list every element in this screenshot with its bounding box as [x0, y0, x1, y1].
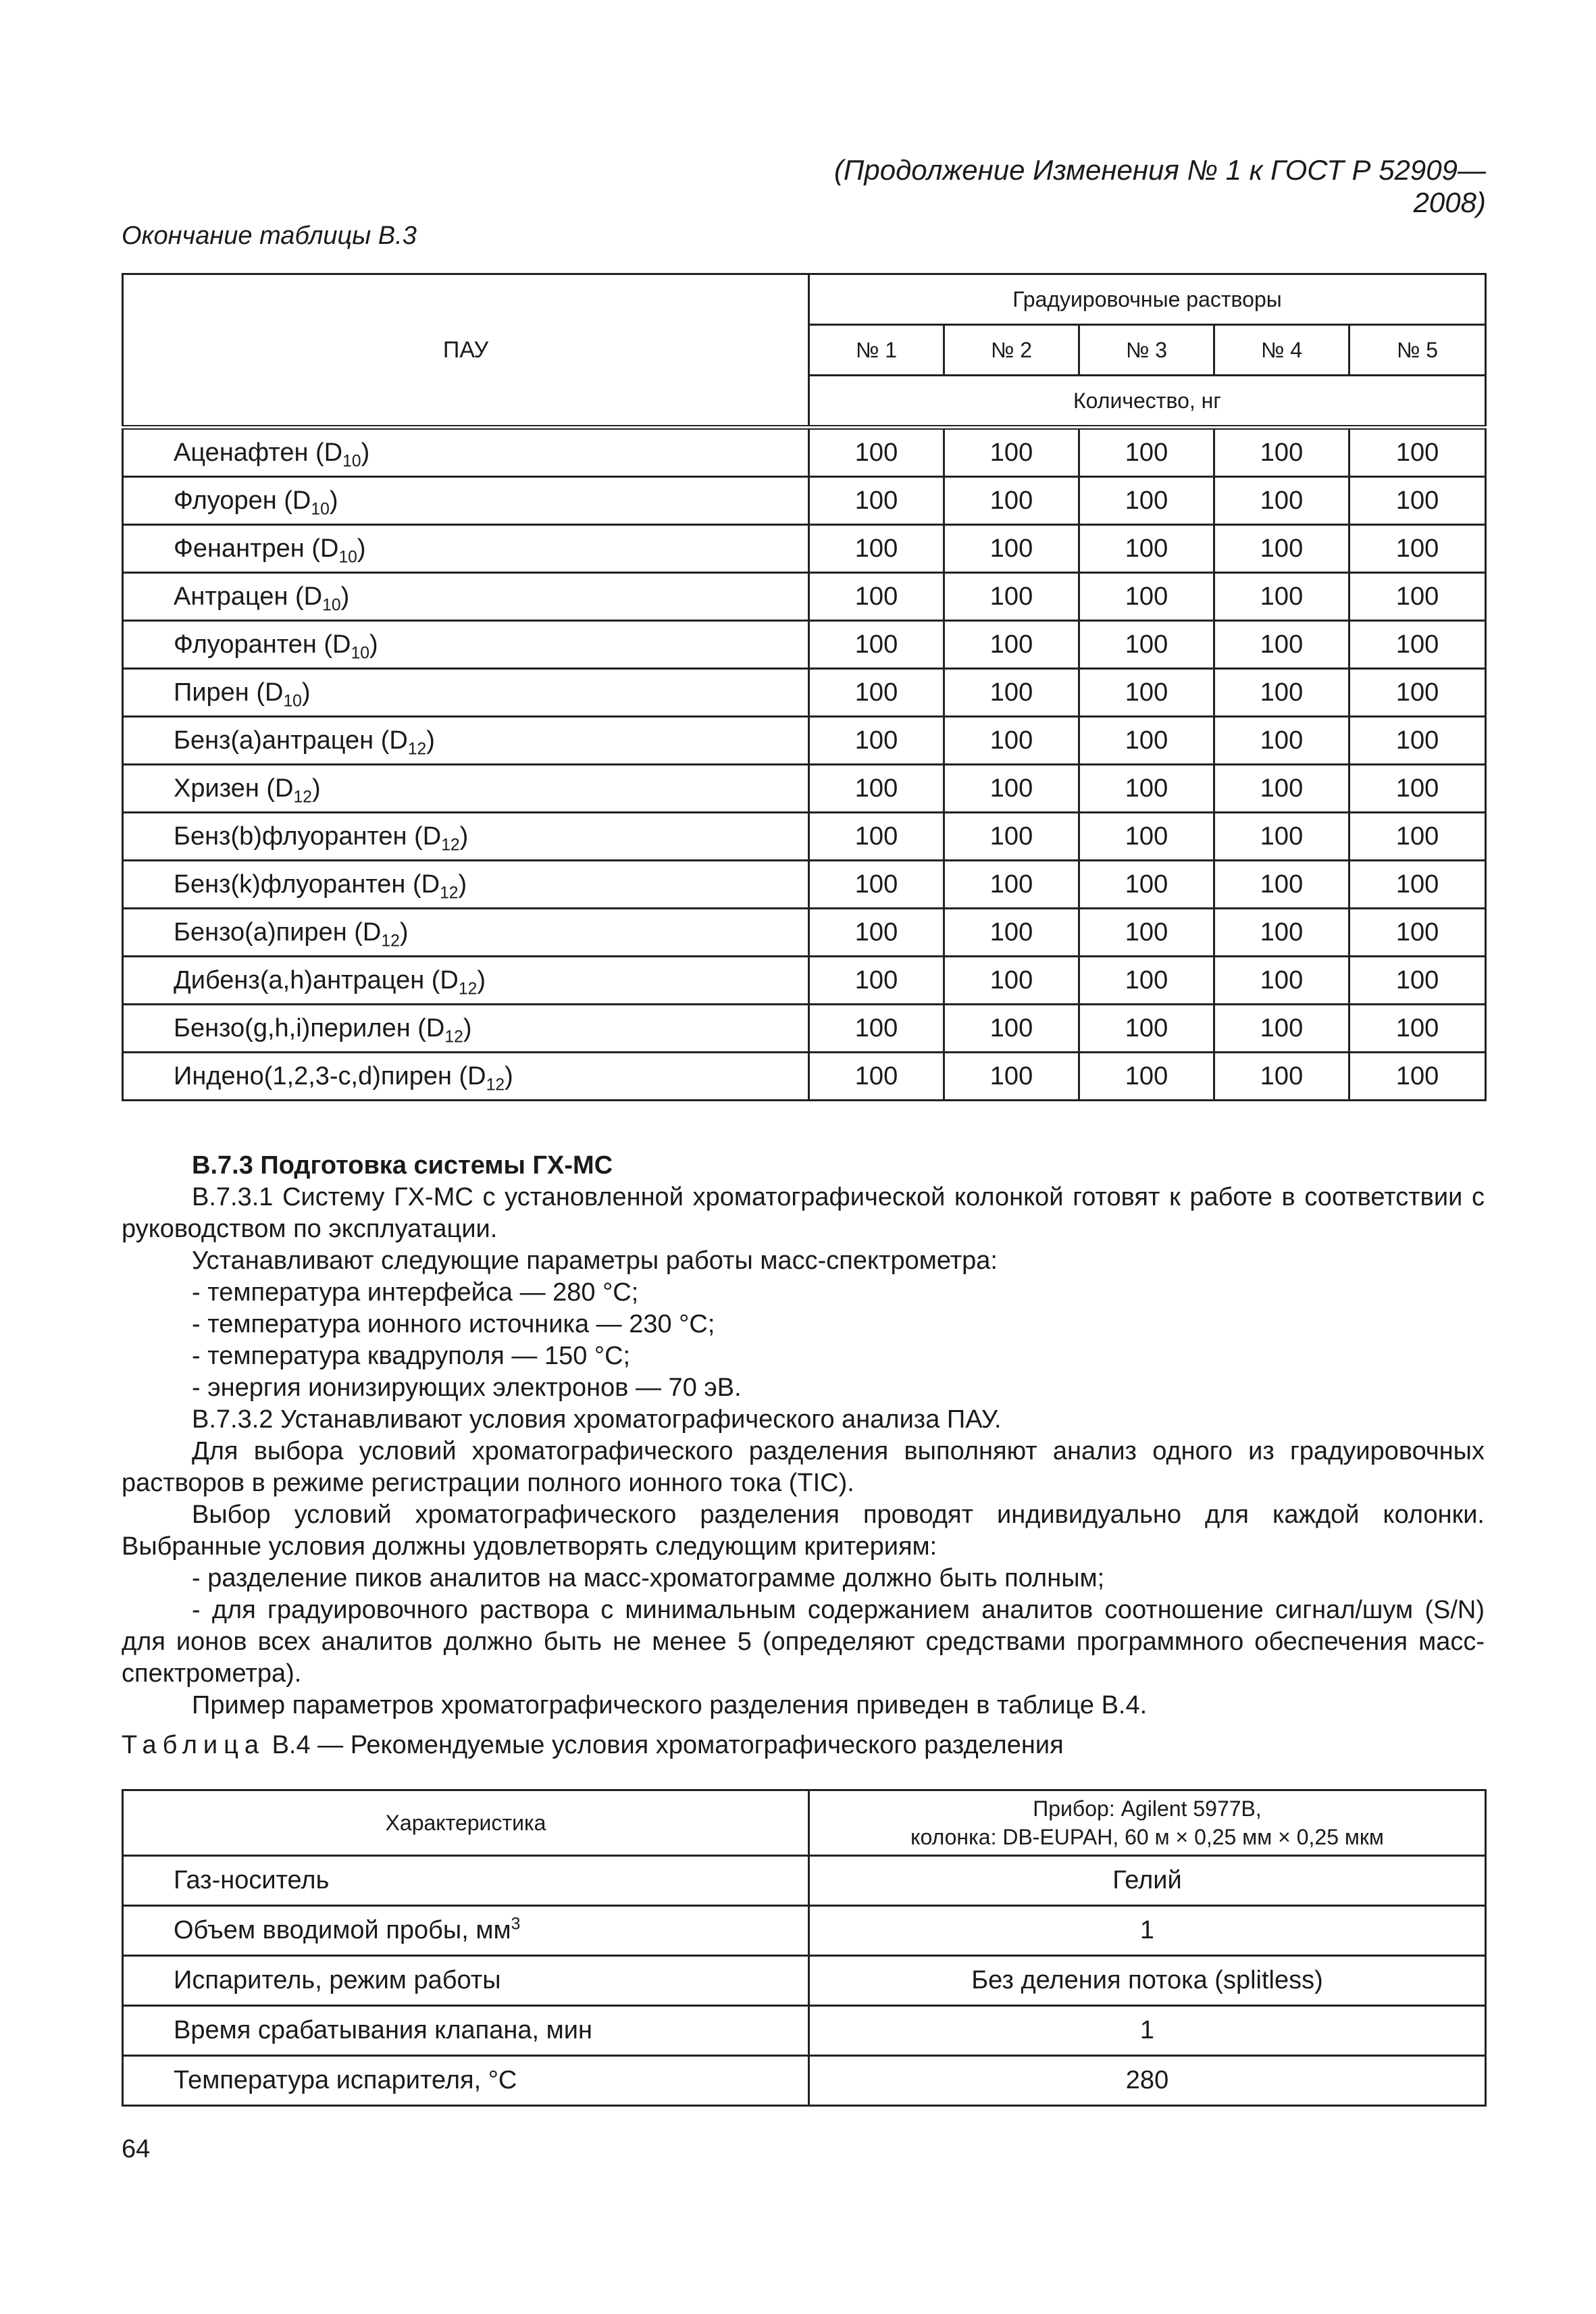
- closing-paren: ): [505, 1061, 513, 1090]
- table-row: [123, 2006, 1486, 2056]
- amount-cell: 100: [1214, 669, 1349, 717]
- amount-cell: 100: [1079, 909, 1214, 957]
- column-header-device: [809, 1790, 1486, 1856]
- compound-name: [123, 573, 809, 621]
- amount-cell: 100: [809, 717, 944, 765]
- compound-label: Бензо(а)пирен (D: [174, 917, 382, 947]
- amount-cell: 100: [1214, 1053, 1349, 1101]
- table-row: [123, 525, 1486, 573]
- table-row: [123, 1906, 1486, 1956]
- amount-cell: 100: [809, 1005, 944, 1053]
- column-header: № 4: [1214, 325, 1349, 376]
- compound-name: [123, 621, 809, 669]
- amount-cell: 100: [809, 1053, 944, 1101]
- amount-cell: 100: [1349, 1005, 1486, 1053]
- column-header: № 5: [1349, 325, 1486, 376]
- compound-label: Индено(1,2,3-c,d)пирен (D: [174, 1061, 486, 1090]
- compound-label: Пирен (D: [174, 678, 284, 707]
- column-header-characteristic: Характеристика: [123, 1790, 809, 1856]
- amount-cell: 100: [809, 525, 944, 573]
- characteristic-cell: [123, 1906, 809, 1956]
- paragraph: - разделение пиков аналитов на масс-хроматограмме должно быть полным;: [192, 1564, 1105, 1592]
- isotope-subscript: 12: [458, 980, 478, 999]
- isotope-subscript: 10: [311, 500, 330, 519]
- isotope-subscript: 12: [444, 1028, 463, 1047]
- amount-cell: 100: [1349, 669, 1486, 717]
- table-b3-subtitle: Окончание таблицы В.3: [122, 222, 417, 250]
- amount-cell: 100: [809, 909, 944, 957]
- amount-cell: 100: [1349, 1053, 1486, 1101]
- amount-cell: 100: [809, 861, 944, 909]
- caption-word: Таблица: [122, 1731, 265, 1759]
- amount-cell: 100: [1079, 861, 1214, 909]
- column-header: № 2: [944, 325, 1079, 376]
- characteristic-label: Объем вводимой пробы, мм: [174, 1916, 511, 1944]
- value-cell: Гелий: [809, 1856, 1486, 1906]
- amount-cell: 100: [944, 525, 1079, 573]
- amount-cell: 100: [944, 717, 1079, 765]
- table-row: [123, 861, 1486, 909]
- compound-label: Бенз(b)флуорантен (D: [174, 822, 442, 851]
- paragraph: - температура квадруполя — 150 °С;: [192, 1342, 631, 1370]
- amount-cell: 100: [1214, 1005, 1349, 1053]
- amount-cell: 100: [809, 477, 944, 525]
- compound-name: [123, 669, 809, 717]
- table-row: [123, 1956, 1486, 2006]
- value-cell: 1: [809, 1906, 1486, 1956]
- amount-cell: 100: [1214, 717, 1349, 765]
- closing-paren: ): [463, 1013, 472, 1042]
- amount-cell: 100: [1079, 1005, 1214, 1053]
- paragraph: - температура интерфейса — 280 °С;: [192, 1278, 639, 1307]
- amount-cell: 100: [1214, 525, 1349, 573]
- amount-cell: 100: [1079, 573, 1214, 621]
- amount-cell: 100: [809, 669, 944, 717]
- compound-name: [123, 861, 809, 909]
- compound-name: [123, 717, 809, 765]
- characteristic-cell: [123, 1856, 809, 1906]
- compound-label: Флуорантен (D: [174, 630, 351, 659]
- closing-paren: ): [357, 534, 366, 563]
- closing-paren: ): [399, 917, 409, 947]
- paragraph: Пример параметров хроматографического разделения приведен в таблице В.4.: [192, 1691, 1148, 1719]
- amount-cell: 100: [1079, 765, 1214, 813]
- paragraph: В.7.3.2 Устанавливают условия хроматографического анализа ПАУ.: [192, 1405, 1002, 1434]
- section-heading: В.7.3 Подготовка системы ГХ-МС: [192, 1151, 613, 1180]
- amount-cell: 100: [1349, 621, 1486, 669]
- compound-name: [123, 957, 809, 1005]
- table-row: [123, 765, 1486, 813]
- compound-label: Аценафтен (D: [174, 438, 343, 467]
- closing-paren: ): [459, 822, 469, 851]
- closing-paren: ): [361, 438, 370, 467]
- table-b4-caption: [122, 1731, 1064, 1760]
- amount-cell: 100: [944, 669, 1079, 717]
- compound-name: [123, 428, 809, 477]
- compound-label: Флуорен (D: [174, 486, 311, 515]
- paragraph: Устанавливают следующие параметры работы масс-спектрометра:: [192, 1247, 998, 1275]
- paragraph: - для градуировочного раствора с минимальным содержанием аналитов соотношение сигнал/шум (S/N) для ионов всех аналитов должно быть не менее 5 (определяют средствами программного обеспечения масс-спектрометра).: [122, 1596, 1485, 1688]
- value-cell: 1: [809, 2006, 1486, 2056]
- closing-paren: ): [426, 726, 435, 755]
- column-header-pau: ПАУ: [123, 274, 809, 428]
- closing-paren: ): [369, 630, 378, 659]
- amount-cell: 100: [944, 428, 1079, 477]
- amount-cell: 100: [1214, 477, 1349, 525]
- compound-label: Фенантрен (D: [174, 534, 339, 563]
- column-header: № 1: [809, 325, 944, 376]
- table-row: [123, 1856, 1486, 1906]
- isotope-subscript: 12: [440, 884, 459, 903]
- compound-name: [123, 813, 809, 861]
- amount-cell: 100: [1079, 621, 1214, 669]
- amount-cell: 100: [809, 813, 944, 861]
- page-header: (Продолжение Изменения № 1 к ГОСТ Р 52909—2008): [833, 154, 1486, 218]
- group-header: Градуировочные растворы: [809, 274, 1486, 325]
- compound-label: Хризен (D: [174, 774, 294, 803]
- isotope-subscript: 10: [338, 548, 357, 567]
- paragraph: В.7.3.1 Систему ГХ-МС с установленной хроматографической колонкой готовят к работе в соответствии с руководством по эксплуатации.: [122, 1183, 1485, 1243]
- amount-cell: 100: [1079, 428, 1214, 477]
- compound-label: Бенз(а)антрацен (D: [174, 726, 408, 755]
- unit-superscript: 3: [511, 1915, 521, 1934]
- amount-cell: 100: [944, 1005, 1079, 1053]
- isotope-subscript: 10: [322, 596, 341, 615]
- compound-name: [123, 765, 809, 813]
- isotope-subscript: 12: [441, 836, 460, 855]
- compound-name: [123, 477, 809, 525]
- amount-cell: 100: [944, 909, 1079, 957]
- amount-cell: 100: [809, 621, 944, 669]
- isotope-subscript: 12: [381, 932, 400, 951]
- paragraph: - энергия ионизирующих электронов — 70 эВ.: [192, 1374, 742, 1402]
- amount-cell: 100: [1349, 428, 1486, 477]
- amount-cell: 100: [1214, 573, 1349, 621]
- compound-name: [123, 1005, 809, 1053]
- table-row: [123, 909, 1486, 957]
- characteristic-cell: [123, 1956, 809, 2006]
- value-cell: 280: [809, 2056, 1486, 2106]
- compound-name: [123, 909, 809, 957]
- amount-cell: 100: [1214, 909, 1349, 957]
- amount-cell: 100: [944, 861, 1079, 909]
- column-header: № 3: [1079, 325, 1214, 376]
- closing-paren: ): [329, 486, 338, 515]
- isotope-subscript: 12: [407, 740, 427, 759]
- characteristic-label: Газ-носитель: [174, 1866, 330, 1894]
- amount-cell: 100: [1079, 717, 1214, 765]
- amount-cell: 100: [1079, 957, 1214, 1005]
- table-b3: [122, 273, 1487, 1101]
- amount-cell: 100: [1349, 957, 1486, 1005]
- caption-text: В.4 — Рекомендуемые условия хроматографического разделения: [272, 1731, 1064, 1759]
- amount-cell: 100: [1214, 621, 1349, 669]
- characteristic-cell: [123, 2006, 809, 2056]
- table-row: [123, 2056, 1486, 2106]
- table-row: [123, 1005, 1486, 1053]
- paragraph: Для выбора условий хроматографического разделения выполняют анализ одного из градуировочных растворов в режиме регистрации полного ионного тока (TIC).: [122, 1437, 1485, 1497]
- amount-cell: 100: [944, 573, 1079, 621]
- amount-cell: 100: [1214, 861, 1349, 909]
- compound-name: [123, 1053, 809, 1101]
- amount-cell: 100: [809, 957, 944, 1005]
- closing-paren: ): [477, 965, 486, 995]
- amount-cell: 100: [944, 1053, 1079, 1101]
- amount-cell: 100: [1214, 957, 1349, 1005]
- closing-paren: ): [301, 678, 311, 707]
- amount-cell: 100: [1349, 573, 1486, 621]
- characteristic-label: Испаритель, режим работы: [174, 1966, 501, 1994]
- table-row: [123, 428, 1486, 477]
- amount-cell: 100: [1349, 525, 1486, 573]
- amount-cell: 100: [1079, 525, 1214, 573]
- amount-cell: 100: [944, 477, 1079, 525]
- amount-cell: 100: [1349, 813, 1486, 861]
- closing-paren: ): [340, 582, 350, 611]
- closing-paren: ): [311, 774, 321, 803]
- amount-cell: 100: [1349, 861, 1486, 909]
- amount-cell: 100: [1214, 813, 1349, 861]
- characteristic-cell: [123, 2056, 809, 2106]
- amount-cell: 100: [1349, 477, 1486, 525]
- table-row: [123, 717, 1486, 765]
- table-row: [123, 573, 1486, 621]
- table-row: [123, 1053, 1486, 1101]
- amount-cell: 100: [1214, 428, 1349, 477]
- amount-cell: 100: [809, 573, 944, 621]
- table-row: [123, 669, 1486, 717]
- isotope-subscript: 10: [283, 692, 302, 711]
- section-b73: [122, 1150, 1485, 1721]
- table-row: [123, 813, 1486, 861]
- amount-cell: 100: [809, 765, 944, 813]
- closing-paren: ): [458, 870, 467, 899]
- amount-cell: 100: [1079, 477, 1214, 525]
- amount-cell: 100: [944, 813, 1079, 861]
- amount-cell: 100: [1079, 669, 1214, 717]
- isotope-subscript: 12: [293, 788, 312, 807]
- amount-cell: 100: [944, 957, 1079, 1005]
- amount-cell: 100: [809, 428, 944, 477]
- device-line-2: колонка: DB-EUPAH, 60 м × 0,25 мм × 0,25 мкм: [910, 1825, 1384, 1849]
- characteristic-label: Температура испарителя, °С: [174, 2066, 517, 2094]
- compound-label: Бенз(k)флуорантен (D: [174, 870, 440, 899]
- compound-label: Бензо(g,h,i)перилен (D: [174, 1013, 445, 1042]
- isotope-subscript: 10: [342, 452, 361, 471]
- isotope-subscript: 12: [486, 1076, 505, 1095]
- amount-cell: 100: [944, 765, 1079, 813]
- amount-cell: 100: [1214, 765, 1349, 813]
- amount-cell: 100: [1349, 717, 1486, 765]
- compound-label: Антрацен (D: [174, 582, 323, 611]
- compound-name: [123, 525, 809, 573]
- characteristic-label: Время срабатывания клапана, мин: [174, 2016, 592, 2044]
- amount-cell: 100: [1079, 1053, 1214, 1101]
- amount-cell: 100: [1079, 813, 1214, 861]
- paragraph: - температура ионного источника — 230 °С;: [192, 1310, 715, 1338]
- paragraph: Выбор условий хроматографического разделения проводят индивидуально для каждой колонки. Выбранные условия должны удовлетворять следующим критериям:: [122, 1501, 1485, 1561]
- compound-label: Дибенз(а,h)антрацен (D: [174, 965, 459, 995]
- table-row: [123, 477, 1486, 525]
- table-b4: [122, 1789, 1487, 2107]
- amount-cell: 100: [1349, 909, 1486, 957]
- table-row: [123, 621, 1486, 669]
- amount-cell: 100: [944, 621, 1079, 669]
- units-header: Количество, нг: [809, 376, 1486, 428]
- device-line-1: Прибор: Agilent 5977B,: [1033, 1796, 1262, 1821]
- amount-cell: 100: [1349, 765, 1486, 813]
- isotope-subscript: 10: [351, 644, 369, 663]
- value-cell: Без деления потока (splitless): [809, 1956, 1486, 2006]
- table-row: [123, 957, 1486, 1005]
- page-number: 64: [122, 2135, 151, 2163]
